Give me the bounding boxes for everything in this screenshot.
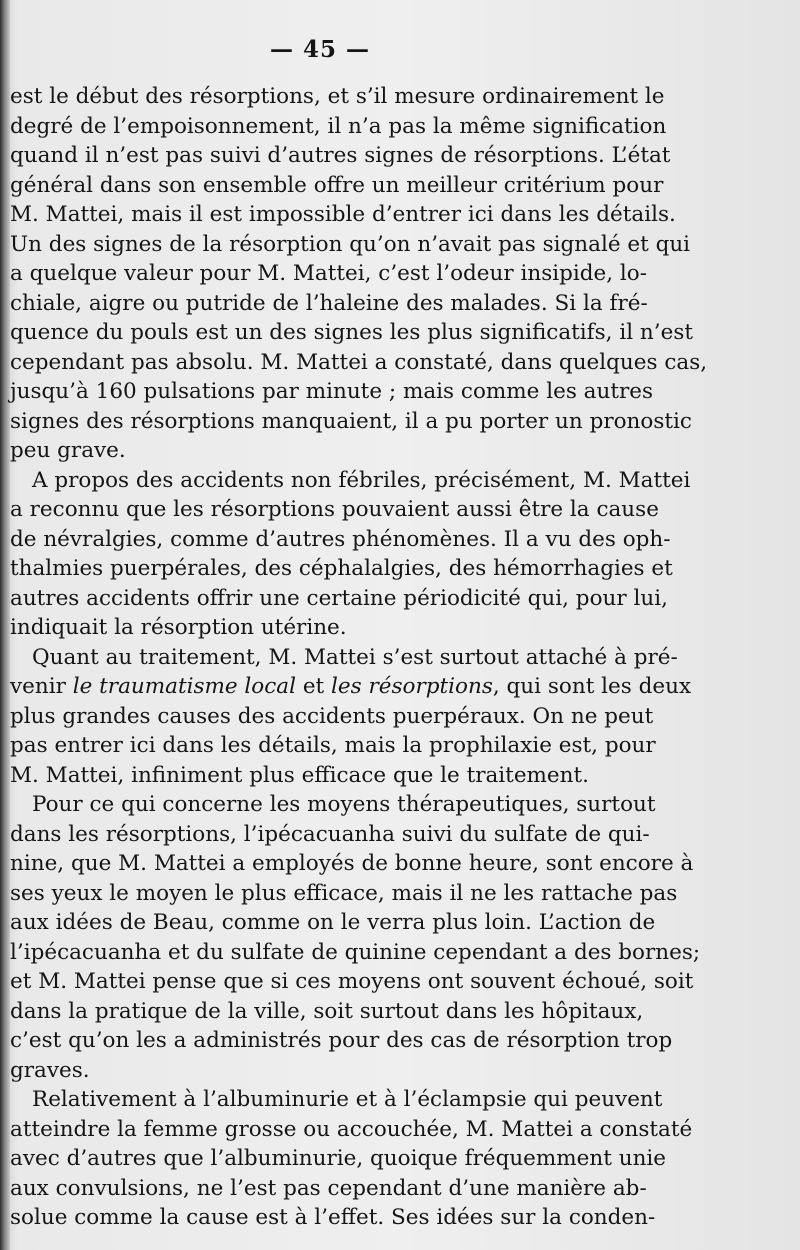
text-line: a reconnu que les résorptions pouvaient aussi être la cause: [10, 497, 659, 522]
text-line: nine, que M. Mattei a employés de bonne heure, sont encore à: [10, 851, 694, 876]
text-line: dans les résorptions, l’ipécacuanha suivi du sulfate de qui-: [10, 821, 650, 847]
text-line: atteindre la femme grosse ou accouchée, M. Mattei a constaté: [10, 1116, 693, 1142]
text-line: c’est qu’on les a administrés pour des cas de résorption trop: [10, 1028, 673, 1053]
text-line: Pour ce qui concerne les moyens thérapeutiques, surtout: [32, 792, 656, 817]
text-line: [10, 672, 692, 702]
text-line: Quant au traitement, M. Mattei s’est surtout attaché à pré-: [32, 644, 678, 670]
text-line: Un des signes de la résorption qu’on n’avait pas signalé et qui: [10, 231, 691, 257]
text-line: pas entrer ici dans les détails, mais la prophilaxie est, pour: [10, 733, 656, 758]
italic-phrase: le traumatisme local: [72, 674, 296, 699]
text-line: signes des résorptions manquaient, il a pu porter un pronostic: [10, 408, 692, 434]
text-line: général dans son ensemble offre un meilleur critérium pour: [10, 172, 664, 198]
italic-phrase: les résorptions: [331, 674, 493, 699]
text-line: solue comme la cause est à l’effet. Ses idées sur la conden-: [10, 1205, 656, 1230]
text-fragment: , qui sont les deux: [492, 674, 692, 699]
text-line: jusqu’à 160 pulsations par minute ; mais comme les autres: [10, 379, 654, 404]
text-line: Relativement à l’albuminurie et à l’éclampsie qui peuvent: [32, 1087, 663, 1112]
text-line: peu grave.: [10, 438, 126, 463]
text-line: et M. Mattei pense que si ces moyens ont souvent échoué, soit: [10, 969, 694, 994]
text-line: autres accidents offrir une certaine périodicité qui, pour lui,: [10, 585, 668, 611]
text-line: ses yeux le moyen le plus efficace, mais il ne les rattache pas: [10, 880, 678, 906]
text-line: M. Mattei, infiniment plus efficace que le traitement.: [10, 762, 589, 788]
text-fragment: et: [296, 674, 332, 699]
text-line: A propos des accidents non fébriles, précisément, M. Mattei: [32, 467, 691, 493]
page-number: — 45 —: [269, 36, 371, 63]
text-line: l’ipécacuanha et du sulfate de quinine cependant a des bornes;: [10, 939, 701, 965]
text-line: quand il n’est pas suivi d’autres signes de résorptions. L’état: [10, 143, 671, 168]
text-line: est le début des résorptions, et s’il mesure ordinairement le: [10, 84, 665, 109]
text-line: aux convulsions, ne l’est pas cependant d’une manière ab-: [10, 1175, 647, 1201]
text-line: indiquait la résorption utérine.: [10, 615, 347, 640]
text-line: avec d’autres que l’albuminurie, quoique fréquemment unie: [10, 1146, 667, 1171]
text-fragment: venir: [10, 674, 73, 699]
text-line: M. Mattei, mais il est impossible d’entrer ici dans les détails.: [10, 202, 676, 227]
text-line: dans la pratique de la ville, soit surtout dans les hôpitaux,: [10, 998, 644, 1024]
page-binding-edge: [0, 0, 10, 1250]
text-line: de névralgies, comme d’autres phénomènes. Il a vu des oph-: [10, 526, 671, 552]
text-line: cependant pas absolu. M. Mattei a constaté, dans quelques cas,: [10, 349, 708, 375]
body-text: [10, 82, 708, 1233]
text-line: degré de l’empoisonnement, il n’a pas la même signification: [10, 113, 667, 139]
text-line: quence du pouls est un des signes les plus significatifs, il n’est: [10, 320, 694, 345]
text-line: thalmies puerpérales, des céphalalgies, des hémorrhagies et: [10, 556, 673, 581]
text-line: chiale, aigre ou putride de l’haleine des malades. Si la fré-: [10, 290, 648, 316]
text-line: graves.: [10, 1057, 90, 1083]
text-line: plus grandes causes des accidents puerpéraux. On ne peut: [10, 703, 654, 729]
text-line: a quelque valeur pour M. Mattei, c’est l’odeur insipide, lo-: [10, 261, 648, 286]
text-line: aux idées de Beau, comme on le verra plus loin. L’action de: [10, 910, 656, 935]
